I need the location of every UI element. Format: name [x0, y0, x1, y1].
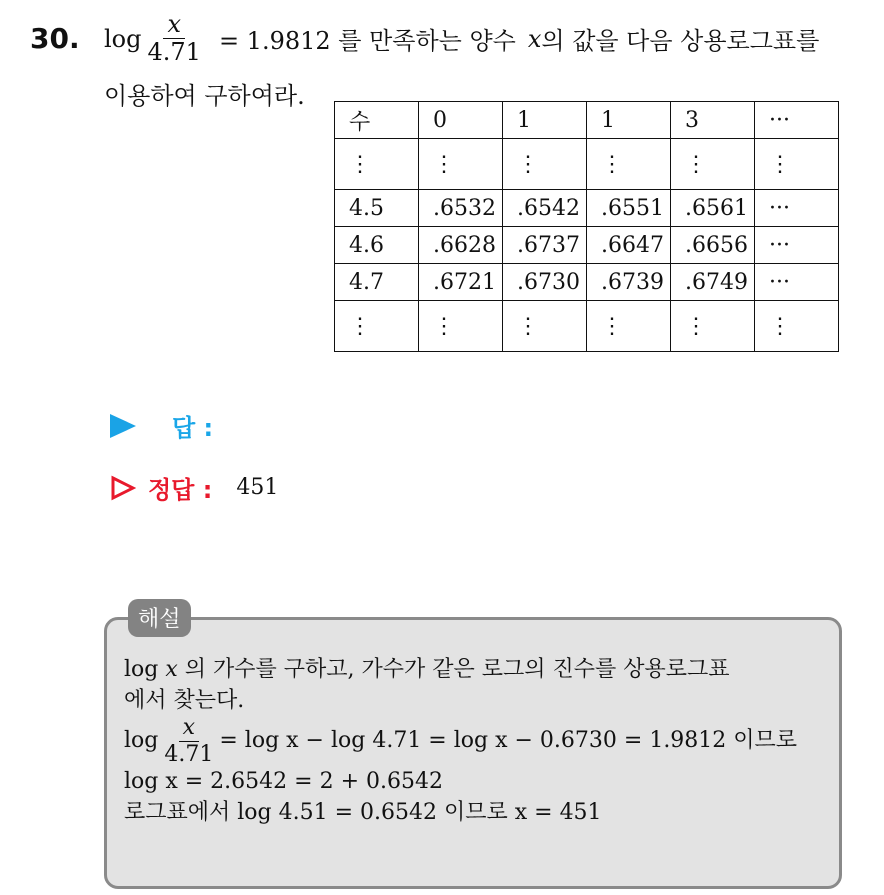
log-word: log	[104, 24, 142, 53]
table-cell: 0	[419, 102, 503, 139]
table-cell: 4.6	[335, 227, 419, 264]
table-cell: ···	[755, 264, 839, 301]
question-line-2: 이용하여 구하여라.	[104, 82, 305, 110]
question-number: 30.	[30, 22, 80, 55]
equation-rest: = 1.9812 를 만족하는 양수	[218, 27, 516, 56]
table-cell: 1	[587, 102, 671, 139]
table-cell: ⋮	[587, 139, 671, 190]
table-cell: ···	[755, 102, 839, 139]
table-cell: ⋮	[503, 301, 587, 352]
table-cell: .6721	[419, 264, 503, 301]
solution-line-3-log: log	[124, 728, 159, 754]
table-cell: .6532	[419, 190, 503, 227]
table-row	[335, 102, 839, 139]
play-triangle-icon	[110, 414, 136, 438]
question-line-1-tail: 의 값을 다음 상용로그표를	[541, 27, 820, 56]
table-cell: ⋮	[419, 301, 503, 352]
solution-variable-x: x	[165, 657, 178, 682]
solution-text	[124, 654, 844, 828]
question-line-1	[104, 12, 819, 65]
table-cell: .6647	[587, 227, 671, 264]
table-row	[335, 264, 839, 301]
common-log-table	[334, 101, 839, 352]
solution-line-1-rest: 의 가수를 구하고, 가수가 같은 로그의 진수를 상용로그표	[184, 657, 730, 682]
table-row	[335, 190, 839, 227]
fraction	[148, 12, 201, 65]
solution-tab-label: 해설	[128, 599, 191, 637]
table-cell: .6561	[671, 190, 755, 227]
table-cell: .6749	[671, 264, 755, 301]
table-cell: ⋮	[335, 301, 419, 352]
table-cell: 4.5	[335, 190, 419, 227]
solution-line-3	[124, 716, 844, 765]
answer-label: 답 :	[172, 414, 214, 442]
solution-line-5: 로그표에서 log 4.51 = 0.6542 이므로 x = 451	[124, 799, 602, 825]
solution-fraction-numerator: x	[179, 716, 199, 741]
table-cell: .6551	[587, 190, 671, 227]
table-row	[335, 301, 839, 352]
correct-answer-label: 정답 :	[148, 476, 213, 504]
table-cell: ⋮	[671, 139, 755, 190]
table-cell: 3	[671, 102, 755, 139]
table-cell: ⋮	[671, 301, 755, 352]
solution-line-3-rest: = log x − log 4.71 = log x − 0.6730 = 1.9812 이므로	[219, 728, 798, 754]
solution-line-4: log x = 2.6542 = 2 + 0.6542	[124, 768, 443, 794]
table-cell: ⋮	[503, 139, 587, 190]
table-cell: 1	[503, 102, 587, 139]
table-cell: .6542	[503, 190, 587, 227]
solution-fraction-denominator: 4.71	[164, 741, 214, 767]
solution-line-2: 에서 찾는다.	[124, 688, 245, 714]
table-cell: ⋮	[755, 139, 839, 190]
solution-fraction	[164, 716, 213, 765]
solution-log-word: log	[124, 657, 159, 682]
correct-answer-row	[110, 470, 278, 505]
table-cell: .6730	[503, 264, 587, 301]
fraction-numerator: x	[163, 12, 185, 39]
answer-row	[110, 408, 213, 443]
table-cell: .6737	[503, 227, 587, 264]
outline-triangle-icon	[110, 475, 136, 501]
table-cell: ⋮	[419, 139, 503, 190]
table-cell: ···	[755, 227, 839, 264]
table-cell: 4.7	[335, 264, 419, 301]
variable-x: x	[527, 24, 542, 53]
table-row	[335, 227, 839, 264]
table-cell: .6739	[587, 264, 671, 301]
table-cell: 수	[335, 102, 419, 139]
table-cell: ⋮	[755, 301, 839, 352]
table-cell: .6628	[419, 227, 503, 264]
table-cell: ···	[755, 190, 839, 227]
solution-line-1	[124, 654, 844, 685]
table-row	[335, 139, 839, 190]
table-cell: ⋮	[587, 301, 671, 352]
table-cell: ⋮	[335, 139, 419, 190]
fraction-denominator: 4.71	[147, 38, 201, 67]
table-cell: .6656	[671, 227, 755, 264]
correct-answer-value: 451	[236, 475, 279, 500]
